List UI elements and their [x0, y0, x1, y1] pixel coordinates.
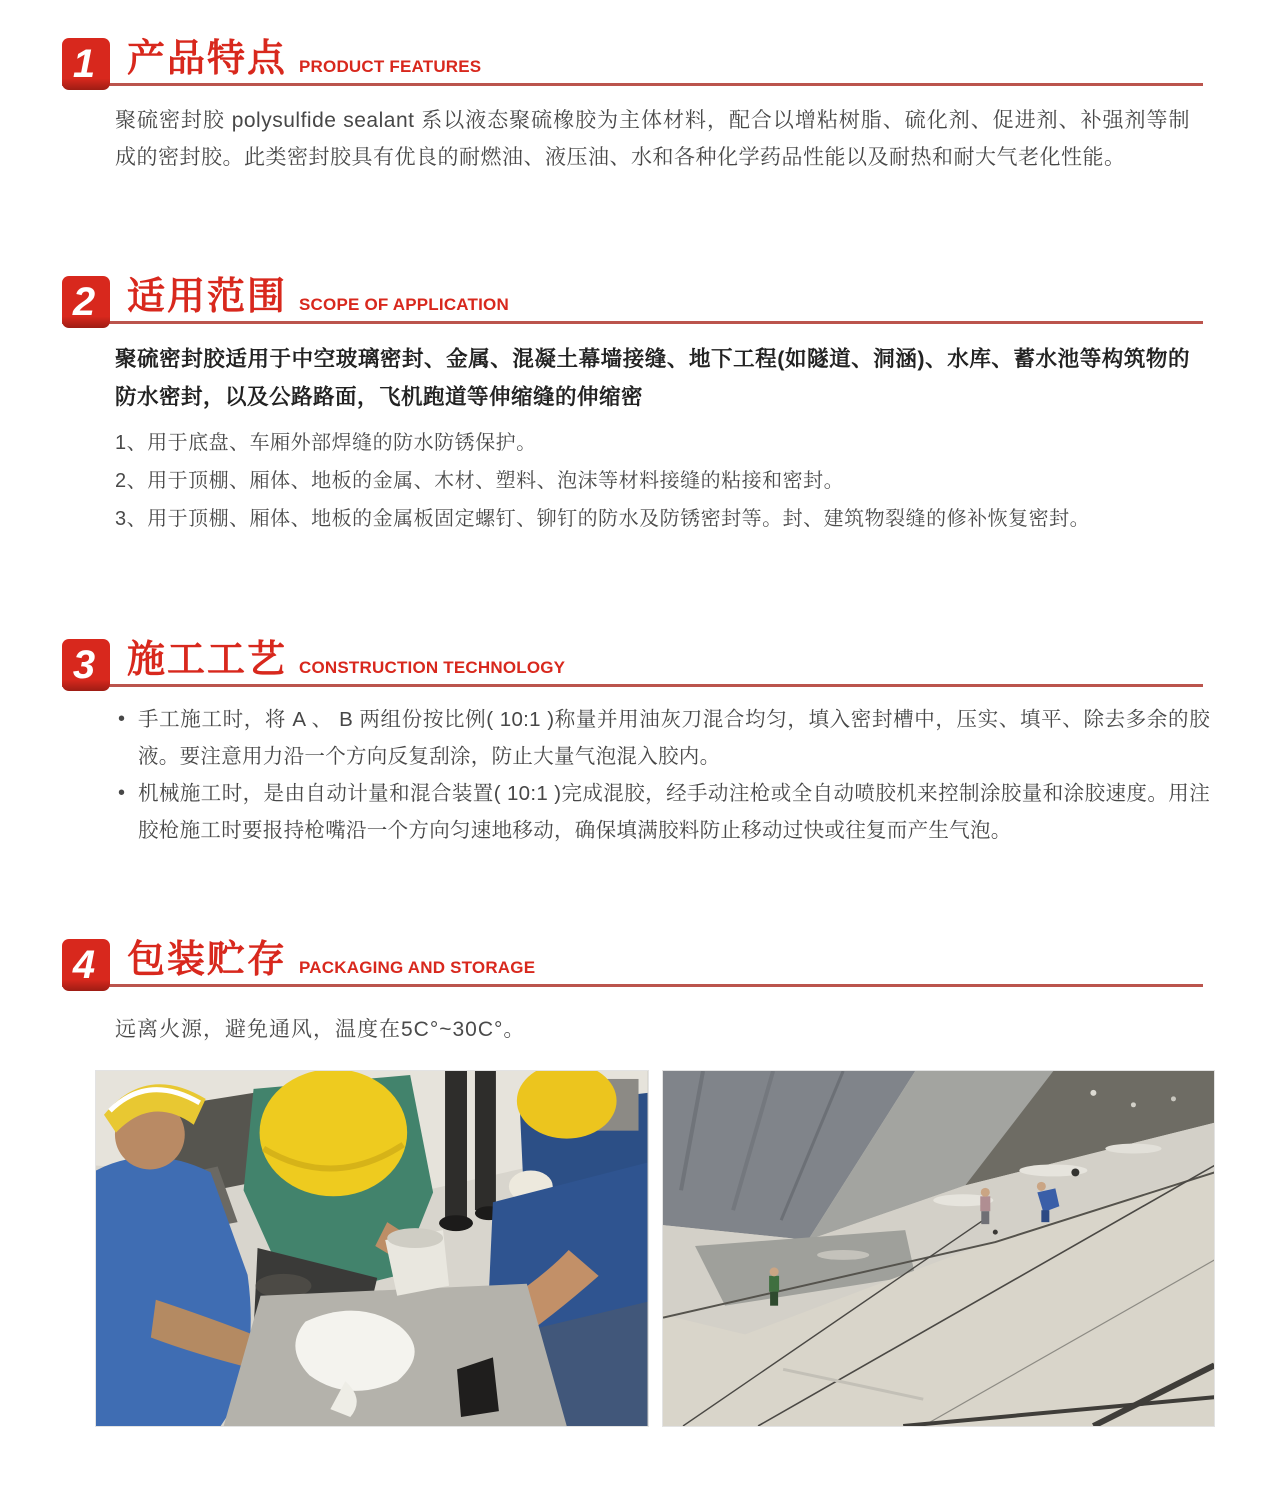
section-header	[62, 38, 1203, 86]
section-scope-of-application	[0, 276, 1280, 534]
list-item: 1、用于底盘、车厢外部焊缝的防水防锈保护。	[115, 432, 537, 454]
bullet-item: • 手工施工时，将 A 、 B 两组份按比例( 10:1 )称量并用油灰刀混合均匀，填入密封槽中，压实、填平、除去多余的胶液。要注意用力沿一个方向反复刮涂，防止大量气泡混入胶内。	[118, 701, 1210, 775]
storage-note: 远离火源，避免通风，温度在5C°~30C°。	[115, 1018, 526, 1041]
application-lead-paragraph: 聚硫密封胶适用于中空玻璃密封、金属、混凝土幕墙接缝、地下工程(如隧道、洞涵)、水库、蓄水池等构筑物的防水密封，以及公路路面，飞机跑道等伸缩缝的伸缩密	[115, 347, 1190, 409]
section-construction-technology	[0, 639, 1280, 849]
bullet-item: • 机械施工时，是由自动计量和混合装置( 10:1 )完成混胶，经手动注枪或全自动喷胶机来控制涂胶量和涂胶速度。用注胶枪施工时要报持枪嘴沿一个方向匀速地移动，确保填满胶料防止移动过快或往复而产生气泡。	[118, 775, 1210, 849]
photo-gallery	[95, 1070, 1215, 1427]
section-header	[62, 639, 1203, 687]
section-number-badge: 4	[62, 939, 110, 991]
section-title-en: PRODUCT FEATURES	[299, 57, 482, 76]
section-title-en: CONSTRUCTION TECHNOLOGY	[299, 658, 566, 677]
photo-workers-sealant-image	[96, 1071, 648, 1426]
section-title-cn: 适用范围	[127, 276, 288, 318]
section-title-cn: 产品特点	[127, 38, 288, 80]
photo-dam-slope-image	[663, 1071, 1215, 1426]
application-list	[115, 428, 1190, 534]
list-item: 2、用于顶棚、厢体、地板的金属、木材、塑料、泡沫等材料接缝的粘接和密封。	[115, 470, 845, 492]
section-product-features	[0, 0, 1280, 176]
photo-dam-slope	[662, 1070, 1216, 1427]
section-header	[62, 276, 1203, 324]
section-title-cn: 包装贮存	[127, 939, 288, 981]
section-title-en: PACKAGING AND STORAGE	[299, 958, 536, 977]
section-number-badge: 3	[62, 639, 110, 691]
section-header	[62, 939, 1203, 987]
section-packaging-storage	[0, 939, 1280, 1427]
section-number-badge: 1	[62, 38, 110, 90]
construction-bullet-list	[118, 701, 1210, 849]
section-number-badge: 2	[62, 276, 110, 328]
list-item: 3、用于顶棚、厢体、地板的金属板固定螺钉、铆钉的防水及防锈密封等。封、建筑物裂缝的修补恢复密封。	[115, 508, 1091, 530]
photo-workers-sealant	[95, 1070, 649, 1427]
product-features-paragraph: 聚硫密封胶 polysulfide sealant 系以液态聚硫橡胶为主体材料，配合以增粘树脂、硫化剂、促进剂、补强剂等制成的密封胶。此类密封胶具有优良的耐燃油、液压油、水和各种化学药品性能以及耐热和耐大气老化性能。	[115, 109, 1190, 169]
worker-pink	[980, 1188, 990, 1224]
section-title-cn: 施工工艺	[127, 639, 288, 681]
worker-green	[769, 1267, 779, 1305]
section-title-en: SCOPE OF APPLICATION	[299, 295, 509, 314]
